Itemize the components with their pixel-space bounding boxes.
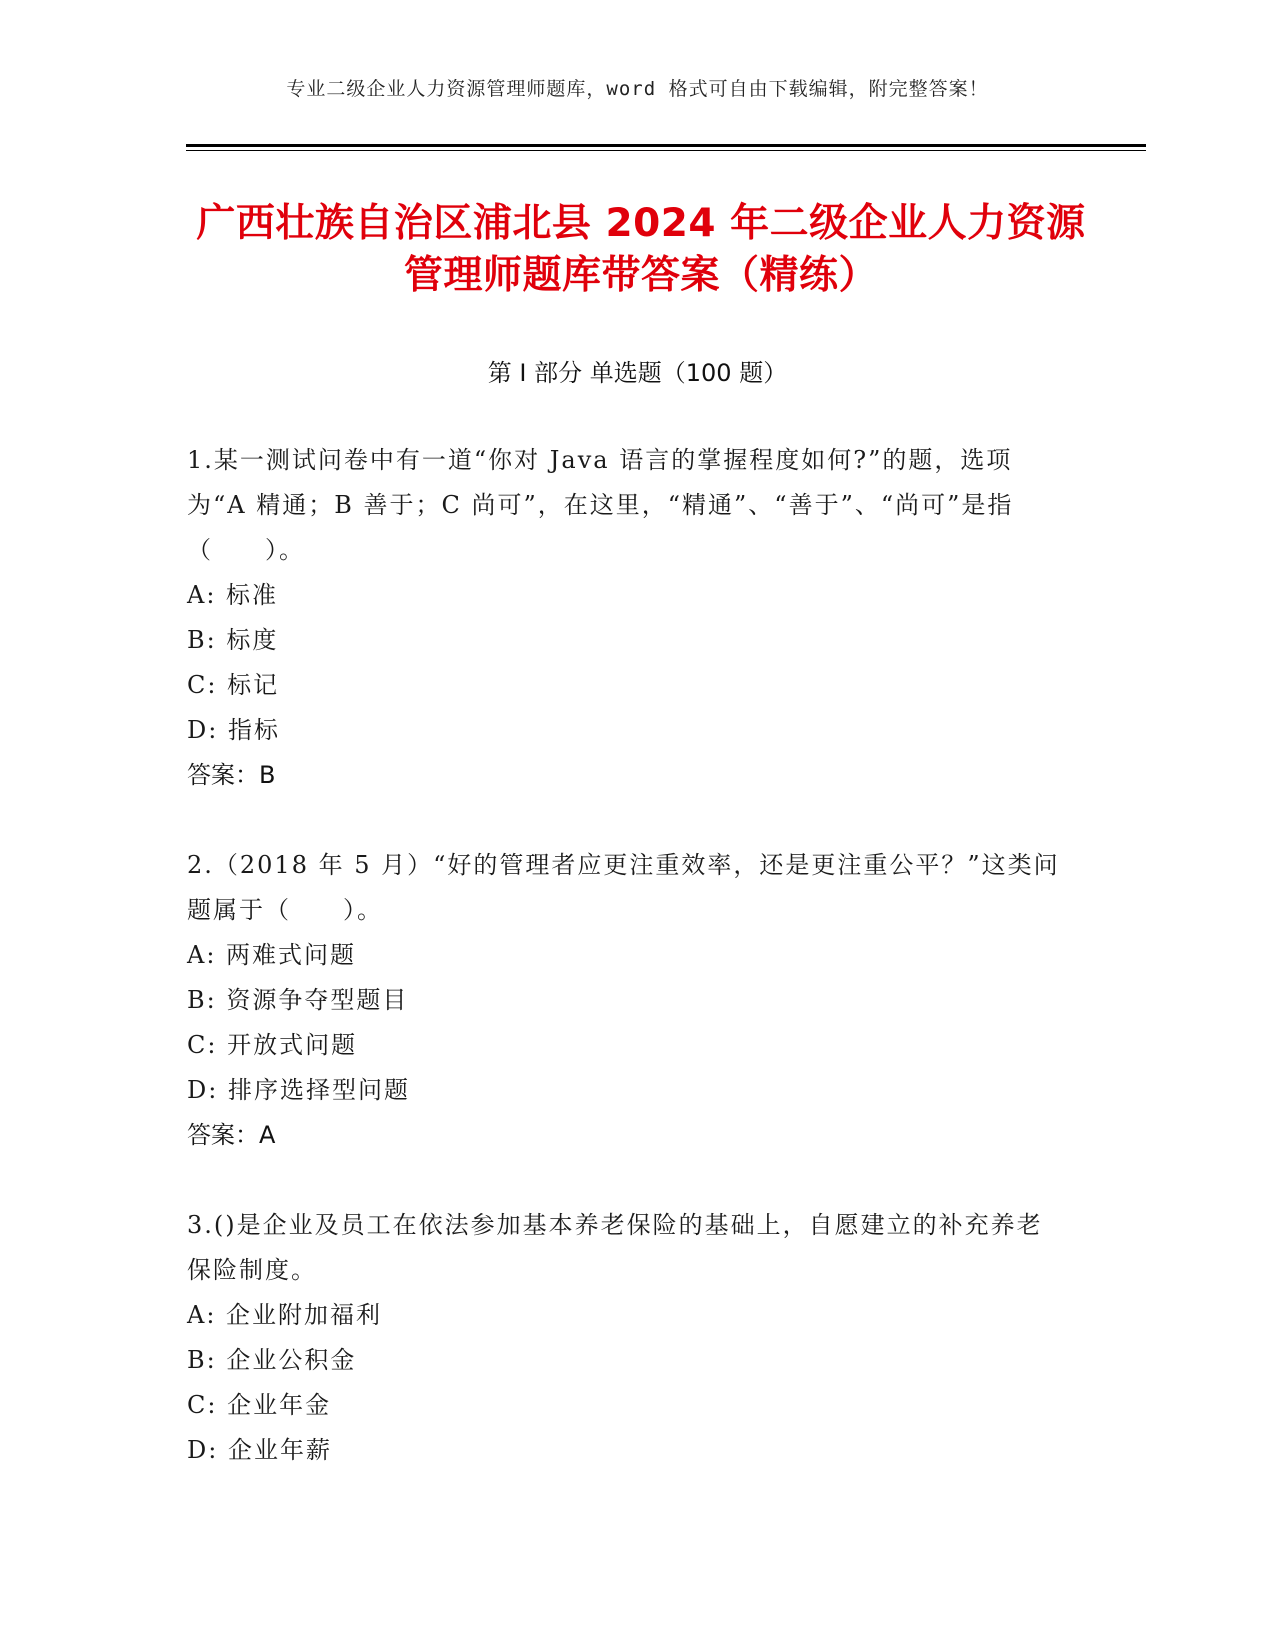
option-b: B: 资源争夺型题目 [187,986,409,1014]
question-2 [187,843,1067,1158]
option-c: C: 企业年金 [187,1391,332,1419]
question-stem: 2.（2018 年 5 月）“好的管理者应更注重效率，还是更注重公平？”这类问题属于（ ）。 [187,851,1060,924]
header-rule-thin [186,150,1146,151]
option-b: B: 企业公积金 [187,1346,357,1374]
answer-line: 答案：A [187,1121,276,1149]
header-note: 专业二级企业人力资源管理师题库，word 格式可自由下载编辑，附完整答案！ [286,78,989,100]
answer-line: 答案：B [187,761,276,789]
option-a: A: 两难式问题 [187,941,357,969]
option-d: D: 指标 [187,716,280,744]
option-a: A: 企业附加福利 [187,1301,383,1329]
option-c: C: 开放式问题 [187,1031,358,1059]
header-rule-thick [186,144,1146,147]
option-c: C: 标记 [187,671,280,699]
question-stem: 3.()是企业及员工在依法参加基本养老保险的基础上，自愿建立的补充养老保险制度。 [187,1211,1043,1284]
option-d: D: 排序选择型问题 [187,1076,410,1104]
section-title: 第 I 部分 单选题（100 题） [487,359,788,387]
option-a: A: 标准 [187,581,279,609]
question-3 [187,1203,1067,1473]
option-d: D: 企业年薪 [187,1436,332,1464]
document-title: 广西壮族自治区浦北县 2024 年二级企业人力资源管理师题库带答案（精练） [196,201,1086,298]
question-list [187,438,1067,1518]
question-stem: 1.某一测试问卷中有一道“你对 Java 语言的掌握程度如何?”的题，选项为“A 精通；B 善于；C 尚可”，在这里，“精通”、“善于”、“尚可”是指（ ）。 [187,446,1014,564]
option-b: B: 标度 [187,626,279,654]
question-1 [187,438,1067,798]
